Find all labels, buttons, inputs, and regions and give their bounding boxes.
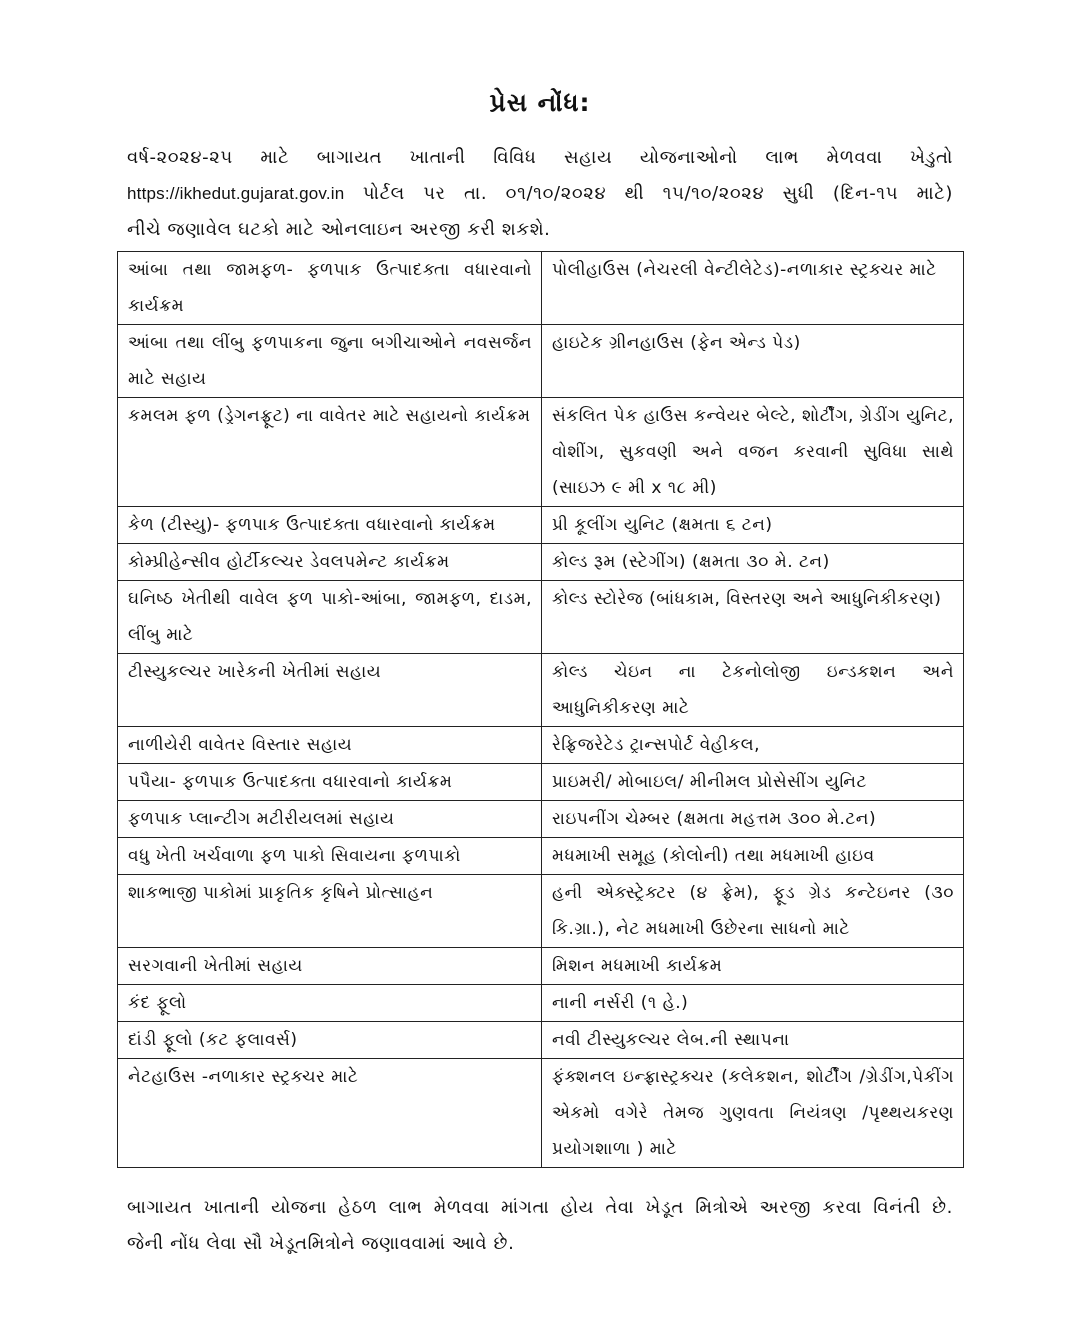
scheme-cell-left: કોમ્પ્રીહેન્સીવ હોર્ટીકલ્ચર ડેવલપમેન્ટ કાર્યક્રમ (118, 544, 542, 581)
table-row (118, 581, 964, 654)
scheme-cell-left: કેળ (ટીસ્યુ)- ફળપાક ઉત્પાદક્તા વધારવાનો કાર્યક્રમ (118, 507, 542, 544)
table-row (118, 985, 964, 1022)
closing-line-2: જેની નોંધ લેવા સૌ ખેડૂતમિત્રોને જણાવવામાં આવે છે. (127, 1233, 515, 1254)
scheme-cell-left: આંબા તથા જામફળ- ફળપાક ઉત્પાદક્તા વધારવાનો કાર્યક્રમ (118, 252, 542, 325)
table-row (118, 838, 964, 875)
scheme-cell-left: કંદ ફૂલો (118, 985, 542, 1022)
scheme-cell-right: નાની નર્સરી (૧ હે.) (542, 985, 964, 1022)
schemes-table (117, 251, 964, 1168)
scheme-cell-right: હાઇટેક ગ્રીનહાઉસ (ફેન એન્ડ પેડ) (542, 325, 964, 398)
page-title: પ્રેસ નોંધ: (489, 88, 591, 117)
scheme-cell-left: વધુ ખેતી ખર્ચવાળા ફળ પાકો સિવાયના ફળપાકો (118, 838, 542, 875)
scheme-cell-right: મધમાખી સમૂહ (કોલોની) તથા મધમાખી હાઇવ (542, 838, 964, 875)
scheme-cell-right: કોલ્ડ સ્ટોરેજ (બાંધકામ, વિસ્તરણ અને આધુનિકીકરણ) (542, 581, 964, 654)
intro-line-1: વર્ષ-૨૦૨૪-૨૫ માટે બાગાયત ખાતાની વિવિધ સહાય યોજનાઓનો લાભ મેળવવા ખેડુતો (127, 147, 953, 168)
scheme-cell-right: નવી ટીસ્યુકલ્ચર લેબ.ની સ્થાપના (542, 1022, 964, 1059)
scheme-cell-left: આંબા તથા લીંબુ ફળપાકના જુના બગીચાઓને નવસર્જન માટે સહાય (118, 325, 542, 398)
scheme-cell-right: પ્રી કૂલીંગ યુનિટ (ક્ષમતા ૬ ટન) (542, 507, 964, 544)
table-row (118, 325, 964, 398)
scheme-cell-left: સરગવાની ખેતીમાં સહાય (118, 948, 542, 985)
scheme-cell-left: ઘનિષ્ઠ ખેતીથી વાવેલ ફળ પાકો-આંબા, જામફળ, દાડમ, લીંબુ માટે (118, 581, 542, 654)
scheme-cell-right: રાઇપનીંગ ચેમ્બર (ક્ષમતા મહત્તમ ૩૦૦ મે.ટન) (542, 801, 964, 838)
scheme-cell-right: કોલ્ડ ચેઇન ના ટેકનોલોજી ઇન્ડકશન અને આધુનિકીકરણ માટે (542, 654, 964, 727)
closing-line-1: બાગાયત ખાતાની યોજના હેઠળ લાભ મેળવવા માંગતા હોય તેવા ખેડૂત મિત્રોએ અરજી કરવા વિનંતી છે. (127, 1197, 953, 1218)
table-row (118, 544, 964, 581)
scheme-cell-left: શાકભાજી પાકોમાં પ્રાકૃતિક કૃષિને પ્રોત્સાહન (118, 875, 542, 948)
scheme-cell-left: ફળપાક પ્લાન્ટીગ મટીરીયલમાં સહાય (118, 801, 542, 838)
scheme-cell-right: રેફ્રિજરેટેડ ટ્રાન્સપોર્ટ વેહીકલ, (542, 727, 964, 764)
table-row (118, 801, 964, 838)
scheme-cell-right: કોલ્ડ રૂમ (સ્ટેગીંગ) (ક્ષમતા ૩૦ મે. ટન) (542, 544, 964, 581)
scheme-cell-right: હની એક્સ્ટ્રેક્ટર (૪ ફ્રેમ), ફૂડ ગ્રેડ કન્ટેઇનર (૩૦ કિ.ગ્રા.), નેટ મધમાખી ઉછેરના સાધનો માટે (542, 875, 964, 948)
scheme-cell-left: કમલમ ફળ (ડ્રેગનફ્રૂટ) ના વાવેતર માટે સહાયનો કાર્યક્રમ (118, 398, 542, 507)
closing-paragraph (127, 1190, 953, 1262)
table-row (118, 398, 964, 507)
table-row (118, 252, 964, 325)
table-row (118, 764, 964, 801)
scheme-cell-right: ફંક્શનલ ઇન્ફ્રાસ્ટ્રક્ચર (કલેકશન, શોર્ટીંગ /ગ્રેડીંગ,પેકીંગ એકમો વગેરે તેમજ ગુણવતા નિયંત્રણ /પૃથ્થયકરણ પ્રયોગશાળા ) માટે (542, 1059, 964, 1168)
table-row (118, 1022, 964, 1059)
scheme-cell-left: નેટહાઉસ -નળાકાર સ્ટ્રક્ચર માટે (118, 1059, 542, 1168)
table-row (118, 654, 964, 727)
table-row (118, 727, 964, 764)
scheme-cell-left: દાંડી ફૂલો (કટ ફલાવર્સ) (118, 1022, 542, 1059)
scheme-cell-right: મિશન મધમાખી કાર્યક્રમ (542, 948, 964, 985)
scheme-cell-left: ટીસ્યુકલ્ચર ખારેકની ખેતીમાં સહાય (118, 654, 542, 727)
scheme-cell-left: પપૈયા- ફળપાક ઉત્પાદક્તા વધારવાનો કાર્યક્રમ (118, 764, 542, 801)
intro-line-2 (127, 176, 953, 212)
scheme-cell-right: પોલીહાઉસ (નેચરલી વેન્ટીલેટેડ)-નળાકાર સ્ટ્રક્ચર માટે (542, 252, 964, 325)
intro-line-2-text: પોર્ટલ પર તા. ૦૧/૧૦/૨૦૨૪ થી ૧૫/૧૦/૨૦૨૪ સુધી (દિન-૧૫ માટે) (344, 183, 953, 204)
intro-paragraph (127, 140, 953, 248)
scheme-cell-left: નાળીયેરી વાવેતર વિસ્તાર સહાય (118, 727, 542, 764)
portal-link[interactable]: https://ikhedut.gujarat.gov.in (127, 184, 345, 203)
table-row (118, 1059, 964, 1168)
scheme-cell-right: સંકલિત પેક હાઉસ કન્વેયર બેલ્ટે, શોર્ટીંગ, ગ્રેડીંગ યુનિટ, વોશીંગ, સુકવણી અને વજન કરવાની સુવિધા સાથે (સાઇઝ ૯ મી x ૧૮ મી) (542, 398, 964, 507)
table-row (118, 507, 964, 544)
table-row (118, 948, 964, 985)
scheme-cell-right: પ્રાઇમરી/ મોબાઇલ/ મીનીમલ પ્રોસેસીંગ યુનિટ (542, 764, 964, 801)
table-row (118, 875, 964, 948)
intro-line-3: નીચે જણાવેલ ઘટકો માટે ઓનલાઇન અરજી કરી શકશે. (127, 219, 551, 240)
